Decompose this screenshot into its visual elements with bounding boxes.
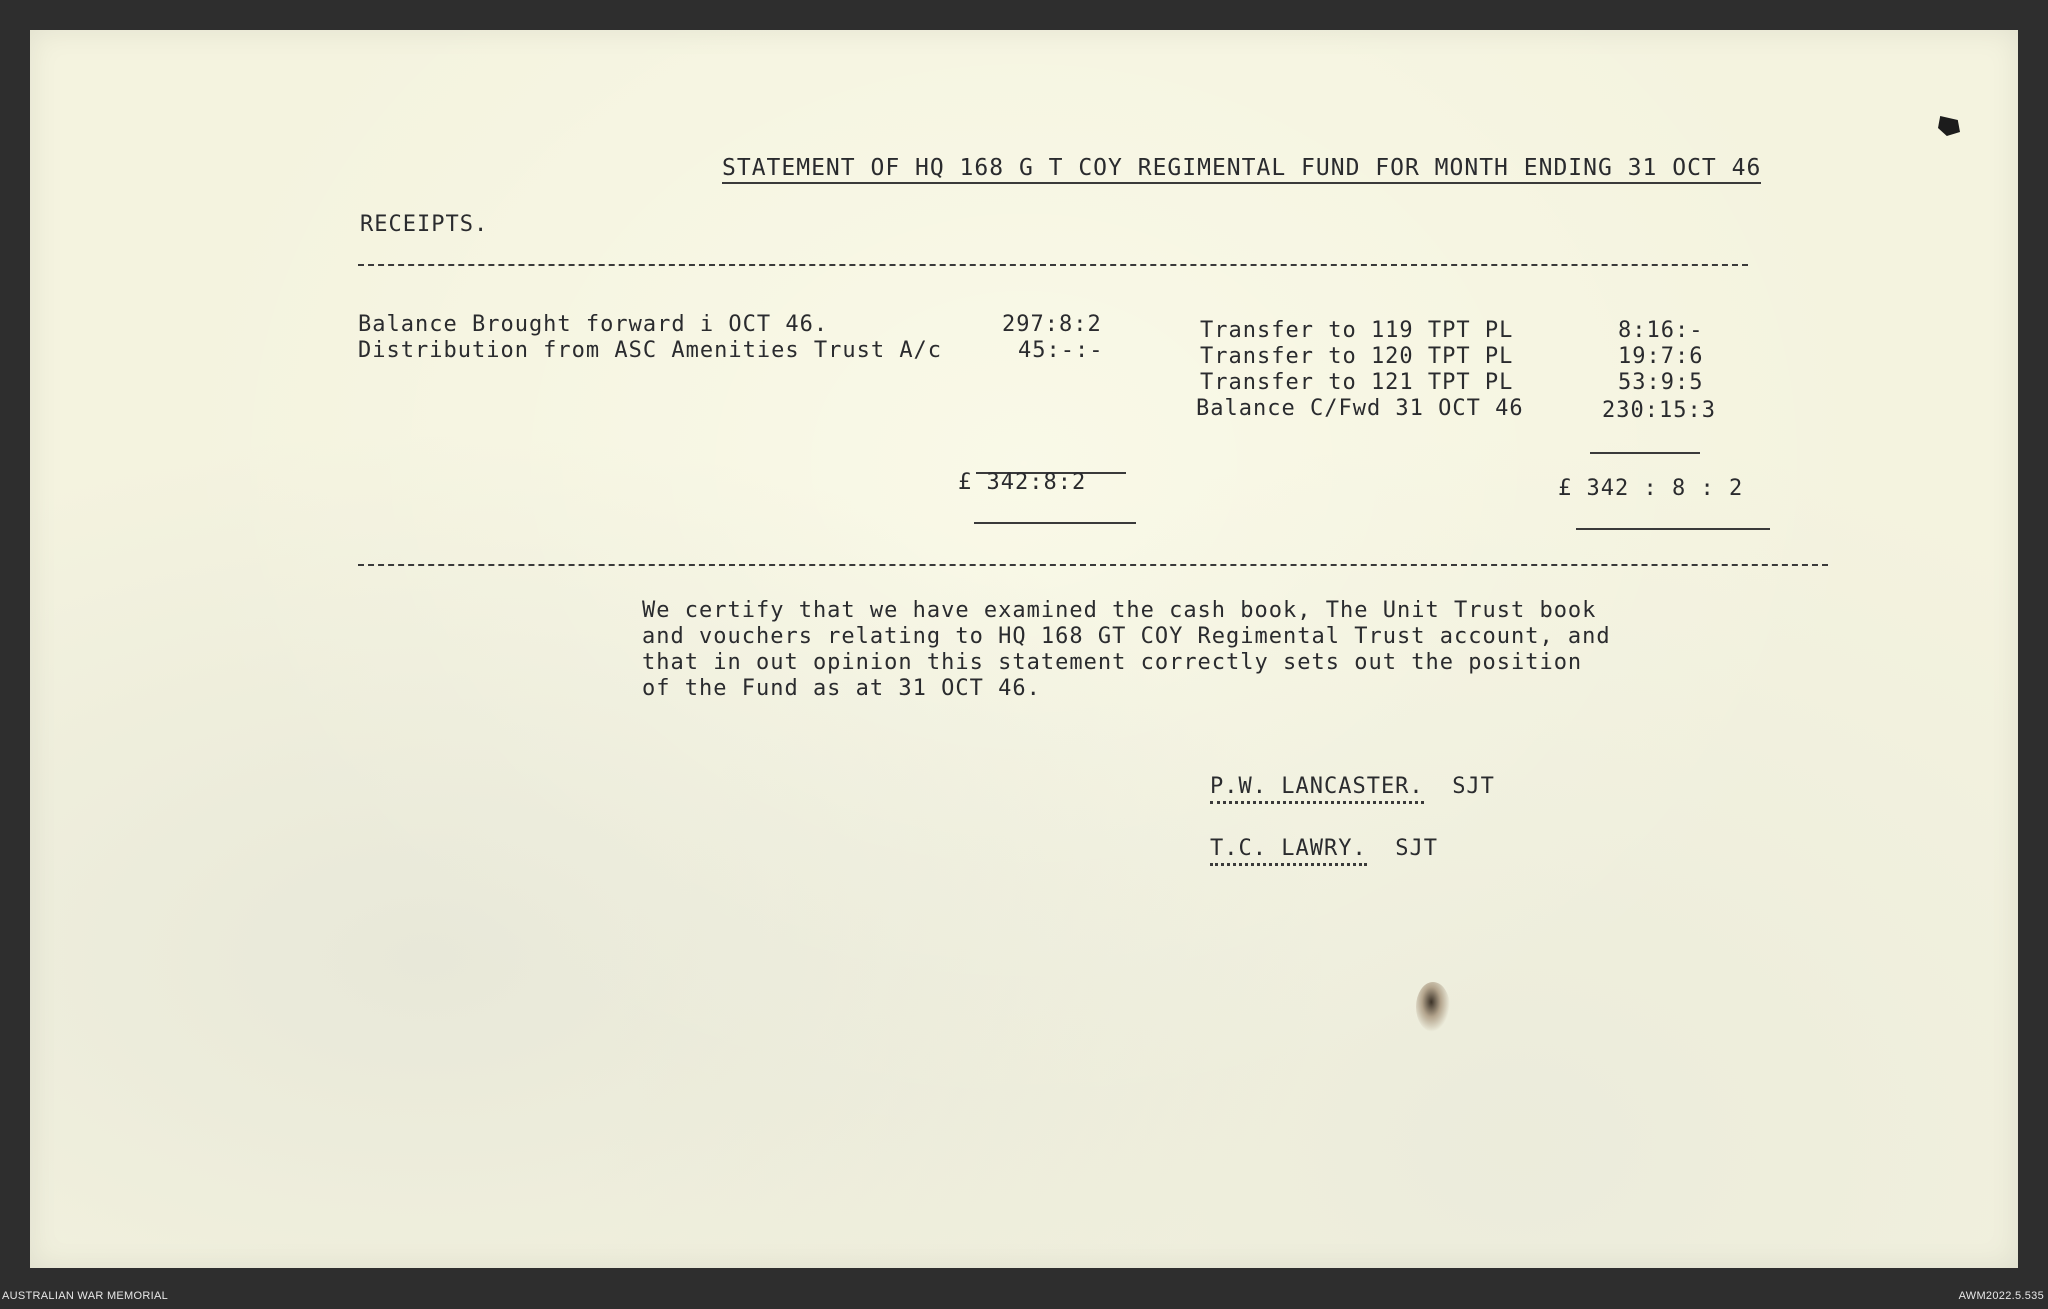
archive-reference: AWM2022.5.535	[1958, 1290, 2044, 1302]
payment-label: Transfer to 120 TPT PL	[1200, 344, 1514, 369]
receipt-amount: 45:-:-	[1018, 338, 1104, 363]
document-page	[30, 30, 2018, 1268]
header-divider	[358, 264, 1748, 266]
payment-amount: 53:9:5	[1618, 370, 1704, 395]
payment-label: Transfer to 119 TPT PL	[1200, 318, 1514, 343]
footer-divider	[358, 564, 1828, 566]
signatory-1	[1210, 774, 1495, 800]
signatory-rank: SJT	[1395, 836, 1438, 861]
signatory-name: T.C. LAWRY.	[1210, 836, 1367, 866]
signatory-name: P.W. LANCASTER.	[1210, 774, 1424, 804]
certification-line: of the Fund as at 31 OCT 46.	[642, 676, 1041, 701]
payments-subtotal-rule	[1590, 452, 1700, 454]
signatory-rank: SJT	[1452, 774, 1495, 799]
receipt-label: Distribution from ASC Amenities Trust A/c	[358, 338, 943, 363]
certification-line: that in out opinion this statement correctly sets out the position	[642, 650, 1583, 675]
receipts-total: £ 342:8:2	[958, 470, 1087, 495]
punch-hole	[1938, 116, 1960, 136]
payment-amount: 8:16:-	[1618, 318, 1704, 343]
receipts-total-underline	[974, 522, 1136, 524]
receipts-heading: RECEIPTS.	[360, 212, 489, 237]
certification-line: We certify that we have examined the cash book, The Unit Trust book	[642, 598, 1597, 623]
payments-total: £ 342 : 8 : 2	[1558, 476, 1744, 501]
signatory-2	[1210, 836, 1438, 862]
payments-total-underline	[1576, 528, 1770, 530]
receipt-amount: 297:8:2	[1002, 312, 1102, 337]
payment-label: Transfer to 121 TPT PL	[1200, 370, 1514, 395]
payment-amount: 19:7:6	[1618, 344, 1704, 369]
payment-label: Balance C/Fwd 31 OCT 46	[1196, 396, 1524, 421]
receipt-label: Balance Brought forward i OCT 46.	[358, 312, 829, 337]
archive-credit: AUSTRALIAN WAR MEMORIAL	[2, 1290, 169, 1302]
certification-line: and vouchers relating to HQ 168 GT COY Regimental Trust account, and	[642, 624, 1611, 649]
payment-amount: 230:15:3	[1602, 398, 1716, 423]
document-title: STATEMENT OF HQ 168 G T COY REGIMENTAL FUND FOR MONTH ENDING 31 OCT 46	[722, 155, 1761, 184]
ink-stain	[1416, 982, 1450, 1032]
